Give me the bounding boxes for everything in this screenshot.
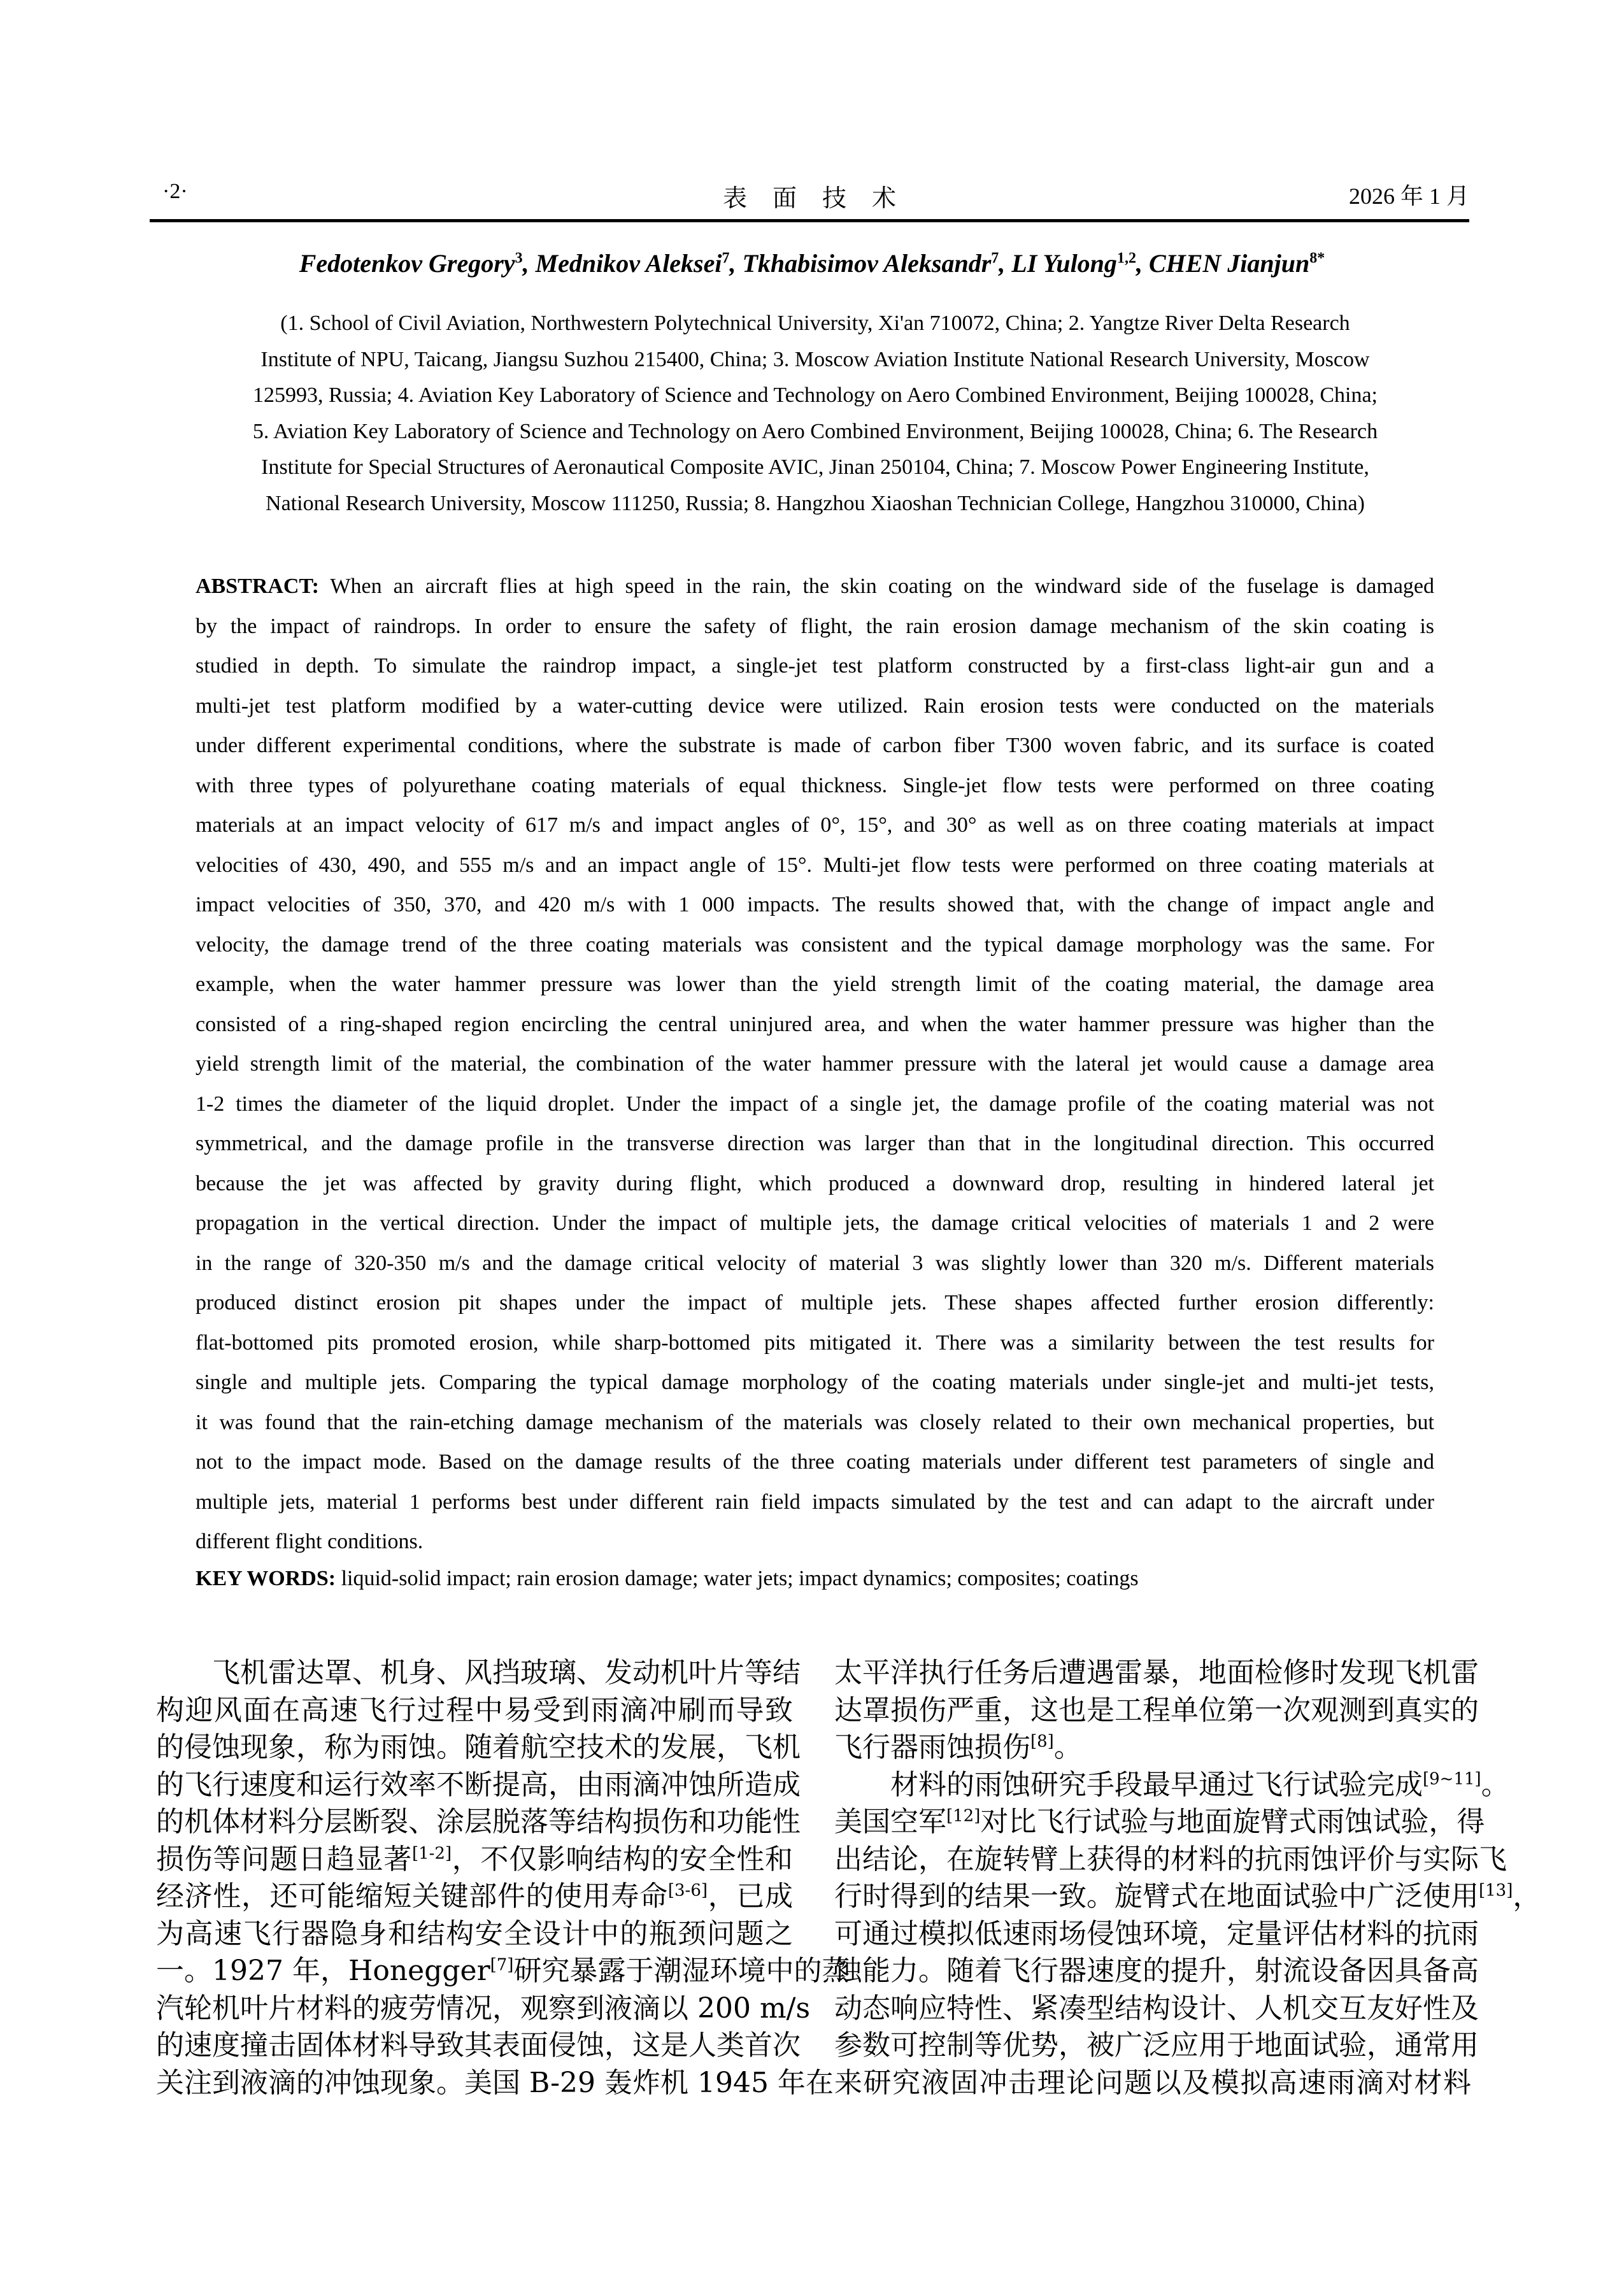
body-line	[834, 2065, 1471, 2102]
body-line	[834, 1916, 1479, 1953]
abstract-line	[196, 646, 1434, 687]
body-column-left	[156, 1655, 850, 2102]
author-affiliation-mark: 7	[991, 250, 999, 267]
author-affiliation-mark: 8*	[1309, 250, 1325, 267]
abstract-line	[196, 1005, 1434, 1045]
abstract-text: When an aircraft flies at high speed in the rain, the skin coating on the windward side of the fuselage is damaged	[318, 574, 1434, 598]
body-line	[156, 1841, 793, 1879]
body-text: 。	[1053, 1731, 1082, 1763]
author-separator: ,	[999, 249, 1012, 278]
body-line	[834, 1841, 1507, 1879]
body-text: 损伤等问题日趋显著	[156, 1842, 412, 1876]
abstract-line	[196, 846, 1434, 886]
author-affiliation-mark: 7	[722, 250, 730, 267]
abstract-line	[196, 1164, 1434, 1204]
author-separator: ,	[729, 249, 743, 278]
body-line	[156, 1990, 811, 2028]
abstract-text: single and multiple jets. Comparing the typical damage morphology of the coating materials under single-jet and multi-jet tests,	[196, 1371, 1434, 1394]
citation-ref: [9~11]	[1423, 1769, 1481, 1788]
author-name: LI Yulong	[1011, 249, 1117, 278]
abstract-line	[196, 1085, 1434, 1125]
page-number: ·2·	[162, 180, 188, 203]
citation-ref: [7]	[490, 1955, 514, 1975]
body-text: 汽轮机叶片材料的疲劳情况，观察到液滴以 200 m/s	[156, 1991, 811, 2025]
abstract-line	[196, 1244, 1434, 1284]
citation-ref: [12]	[946, 1806, 981, 1826]
abstract-text: with three types of polyurethane coating materials of equal thickness. Single-jet flow tests were performed on three coating	[196, 773, 1434, 797]
abstract-text: by the impact of raindrops. In order to ensure the safety of flight, the rain erosion damage mechanism of the skin coating is	[196, 614, 1434, 638]
abstract-text: studied in depth. To simulate the raindrop impact, a single-jet test platform constructed by a first-class light-air gun and a	[196, 654, 1434, 678]
body-text: ，已成	[708, 1880, 794, 1913]
abstract-line	[196, 726, 1434, 766]
journal-title: 表面技术	[722, 185, 922, 212]
body-text: 的飞行速度和运行效率不断提高，由雨滴冲蚀所造成	[156, 1768, 801, 1801]
author-separator: ,	[522, 249, 536, 278]
author-separator: ,	[1136, 249, 1149, 278]
author-affiliation-mark: 3	[515, 250, 523, 267]
abstract-line	[196, 965, 1434, 1005]
body-text: 出结论，在旋转臂上获得的材料的抗雨蚀评价与实际飞	[834, 1842, 1507, 1876]
body-text: 动态响应特性、紧凑型结构设计、人机交互友好性及	[834, 1991, 1479, 2025]
header-rule	[150, 219, 1469, 222]
body-line	[156, 2027, 801, 2065]
body-text: 的速度撞击固体材料导致其表面侵蚀，这是人类首次	[156, 2029, 801, 2062]
body-text: 达罩损伤严重，这也是工程单位第一次观测到真实的	[834, 1693, 1479, 1727]
author-name: Tkhabisimov Aleksandr	[742, 249, 992, 278]
abstract-line	[196, 1483, 1434, 1523]
body-line	[156, 1804, 801, 1841]
body-line	[156, 1729, 801, 1767]
body-text: 参数可控制等优势，被广泛应用于地面试验，通常用	[834, 2029, 1479, 2062]
body-text: 对比飞行试验与地面旋臂式雨蚀试验，得	[980, 1806, 1485, 1838]
author-name: Fedotenkov Gregory	[299, 249, 515, 278]
author-affiliation-mark: 1,2	[1116, 250, 1136, 267]
abstract-text: impact velocities of 350, 370, and 420 m/s with 1 000 impacts. The results showed that, with the change of impact angle and	[196, 893, 1434, 916]
body-line	[156, 2065, 834, 2102]
abstract-line	[196, 1443, 1434, 1483]
abstract-line	[196, 885, 1434, 925]
abstract-line	[196, 806, 1434, 846]
citation-ref: [13]	[1479, 1881, 1513, 1900]
body-line	[834, 1990, 1479, 2028]
abstract-line	[196, 1323, 1434, 1364]
abstract	[196, 567, 1434, 1562]
abstract-text: different flight conditions.	[196, 1530, 424, 1553]
body-line	[156, 1878, 793, 1916]
body-text: 太平洋执行任务后遭遇雷暴，地面检修时发现飞机雷	[834, 1657, 1479, 1689]
abstract-line	[196, 1283, 1434, 1323]
affiliation-line: Institute for Special Structures of Aeronautical Composite AVIC, Jinan 250104, China; 7. Moscow Power Engineering Institute,	[261, 455, 1369, 479]
abstract-text: example, when the water hammer pressure was lower than the yield strength limit of the coating material, the damage area	[196, 973, 1434, 996]
abstract-text: multiple jets, material 1 performs best under different rain field impacts simulated by the test and can adapt to the aircraft under	[196, 1490, 1434, 1514]
body-text: 可通过模拟低速雨场侵蚀环境，定量评估材料的抗雨	[834, 1917, 1479, 1950]
body-text: 为高速飞行器隐身和结构安全设计中的瓶颈问题之	[156, 1917, 793, 1950]
abstract-line	[196, 567, 1434, 607]
abstract-text: under different experimental conditions, where the substrate is made of carbon fiber T300 woven fabric, and its surface is coated	[196, 734, 1434, 757]
abstract-line	[196, 1522, 1434, 1562]
citation-ref: [1-2]	[411, 1843, 452, 1863]
abstract-line	[196, 766, 1434, 806]
abstract-line	[196, 925, 1434, 965]
abstract-line	[196, 607, 1434, 647]
abstract-text: produced distinct erosion pit shapes under the impact of multiple jets. These shapes affected further erosion differently:	[196, 1291, 1434, 1315]
abstract-label: ABSTRACT:	[196, 574, 319, 598]
abstract-line	[196, 1204, 1434, 1244]
abstract-text: propagation in the vertical direction. Under the impact of multiple jets, the damage critical velocities of materials 1 and 2 were	[196, 1211, 1434, 1235]
body-line	[156, 1655, 801, 1692]
abstract-text: yield strength limit of the material, the combination of the water hammer pressure with the lateral jet would cause a damage area	[196, 1052, 1434, 1076]
body-line	[834, 1953, 1479, 1990]
body-line	[156, 1767, 801, 1804]
body-text: ，	[1513, 1880, 1541, 1913]
author-name: Mednikov Aleksei	[535, 249, 722, 278]
body-text: 飞行器雨蚀损伤	[834, 1731, 1030, 1763]
keywords-text: liquid-solid impact; rain erosion damage; water jets; impact dynamics; composites; coatings	[336, 1567, 1139, 1590]
abstract-text: velocities of 430, 490, and 555 m/s and an impact angle of 15°. Multi-jet flow tests were performed on three coating materials at	[196, 853, 1434, 877]
abstract-line	[196, 1363, 1434, 1403]
affiliation-line: National Research University, Moscow 111250, Russia; 8. Hangzhou Xiaoshan Technician College, Hangzhou 310000, China)	[266, 491, 1365, 515]
issue-date: 2026 年 1 月	[1348, 183, 1469, 209]
body-text: 来研究液固冲击理论问题以及模拟高速雨滴对材料	[834, 2066, 1471, 2099]
body-text: 美国空军	[834, 1806, 946, 1838]
abstract-line	[196, 1044, 1434, 1085]
body-text: 关注到液滴的冲蚀现象。美国 B-29 轰炸机 1945 年在	[156, 2066, 834, 2099]
abstract-line	[196, 687, 1434, 727]
keywords-label: KEY WORDS:	[196, 1567, 336, 1590]
abstract-text: in the range of 320-350 m/s and the damage critical velocity of material 3 was slightly lower than 320 m/s. Different materials	[196, 1251, 1434, 1275]
body-text: 材料的雨蚀研究手段最早通过飞行试验完成	[890, 1768, 1423, 1801]
body-text: 飞机雷达罩、机身、风挡玻璃、发动机叶片等结	[212, 1657, 801, 1689]
abstract-text: 1-2 times the diameter of the liquid droplet. Under the impact of a single jet, the damage profile of the coating material was not	[196, 1092, 1434, 1116]
body-text: 行时得到的结果一致。旋臂式在地面试验中广泛使用	[834, 1880, 1479, 1913]
body-line	[834, 1655, 1479, 1692]
body-line	[156, 1953, 850, 1990]
abstract-text: it was found that the rain-etching damage mechanism of the materials was closely related to their own mechanical properties, but	[196, 1410, 1434, 1434]
body-text: 的机体材料分层断裂、涂层脱落等结构损伤和功能性	[156, 1806, 801, 1838]
affiliations	[191, 306, 1439, 522]
abstract-text: velocity, the damage trend of the three coating materials was consistent and the typical damage morphology was the same. For	[196, 932, 1434, 957]
body-text: 研究暴露于潮湿环境中的蒸	[513, 1955, 850, 1987]
body-line	[834, 1729, 1471, 1767]
running-head	[150, 172, 1469, 217]
abstract-text: not to the impact mode. Based on the damage results of the three coating materials under different test parameters of single and	[196, 1450, 1434, 1474]
body-column-right	[834, 1655, 1541, 2102]
body-text: 经济性，还可能缩短关键部件的使用寿命	[156, 1880, 668, 1913]
body-line	[834, 1692, 1479, 1730]
body-text: 构迎风面在高速飞行过程中易受到雨滴冲刷而导致	[156, 1693, 793, 1727]
affiliation-line: (1. School of Civil Aviation, Northwestern Polytechnical University, Xi'an 710072, China; 2. Yangtze River Delta Research	[280, 311, 1350, 335]
affiliation-line: 125993, Russia; 4. Aviation Key Laboratory of Science and Technology on Aero Combined Environment, Beijing 100028, China;	[253, 383, 1378, 407]
abstract-text: symmetrical, and the damage profile in the transverse direction was larger than that in the longitudinal direction. This occurred	[196, 1132, 1434, 1155]
abstract-line	[196, 1403, 1434, 1443]
abstract-text: flat-bottomed pits promoted erosion, while sharp-bottomed pits mitigated it. There was a similarity between the test results for	[196, 1330, 1434, 1355]
abstract-text: consisted of a ring-shaped region encircling the central uninjured area, and when the water hammer pressure was higher than the	[196, 1012, 1434, 1036]
citation-ref: [8]	[1030, 1732, 1054, 1751]
affiliation-line: 5. Aviation Key Laboratory of Science and Technology on Aero Combined Environment, Beijing 100028, China; 6. The Research	[252, 419, 1378, 443]
body-line	[834, 1878, 1541, 1916]
body-line	[156, 1692, 793, 1730]
body-text: 。	[1481, 1768, 1509, 1801]
abstract-text: because the jet was affected by gravity during flight, which produced a downward drop, resulting in hindered lateral jet	[196, 1171, 1434, 1195]
author-name: CHEN Jianjun	[1148, 249, 1310, 278]
abstract-text: multi-jet test platform modified by a water-cutting device were utilized. Rain erosion tests were conducted on the materials	[196, 694, 1434, 718]
body-line	[834, 1767, 1509, 1804]
body-line	[834, 1804, 1485, 1841]
body-text: 的侵蚀现象，称为雨蚀。随着航空技术的发展，飞机	[156, 1731, 801, 1763]
citation-ref: [3-6]	[667, 1881, 708, 1900]
body-text: 蚀能力。随着飞行器速度的提升，射流设备因具备高	[834, 1955, 1479, 1987]
body-line	[834, 2027, 1479, 2065]
abstract-text: materials at an impact velocity of 617 m/s and impact angles of 0°, 15°, and 30° as well as on three coating materials at impact	[196, 813, 1434, 837]
body-line	[156, 1916, 793, 1953]
body-text: ，不仅影响结构的安全性和	[452, 1842, 794, 1876]
abstract-line	[196, 1124, 1434, 1164]
keywords	[196, 1567, 1139, 1591]
affiliation-line: Institute of NPU, Taicang, Jiangsu Suzhou 215400, China; 3. Moscow Aviation Institute National Research University, Moscow	[260, 347, 1370, 371]
author-list	[0, 248, 1624, 278]
body-text: 一。1927 年，Honegger	[156, 1955, 490, 1987]
